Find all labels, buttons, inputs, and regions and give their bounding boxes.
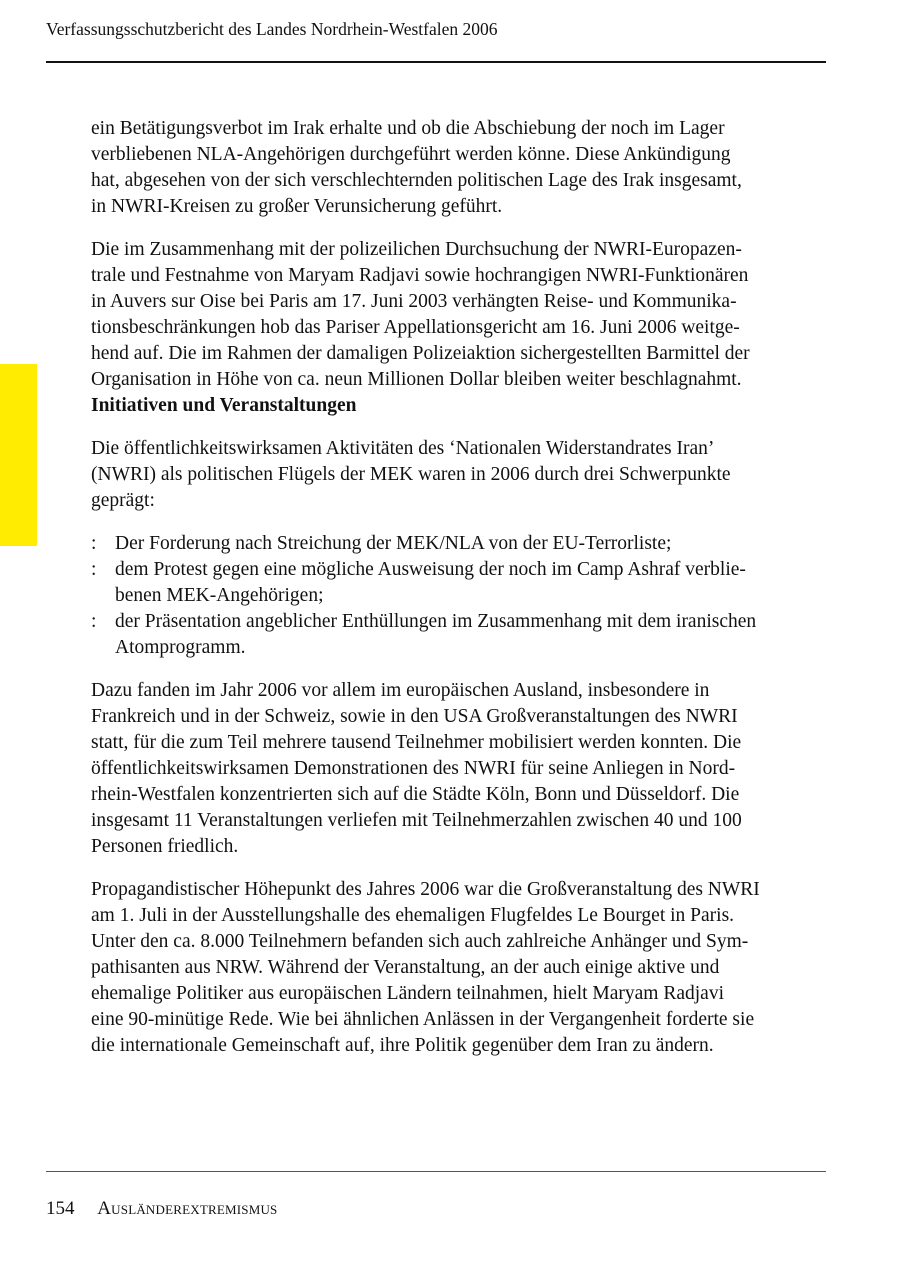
paragraph <box>91 237 831 393</box>
text-line: Die im Zusammenhang mit der polizeilichen Durchsuchung der NWRI-Europazen- <box>91 239 742 260</box>
text-line: Personen friedlich. <box>91 836 239 857</box>
bullet-marker: : <box>91 611 97 632</box>
text-line: die internationale Gemeinschaft auf, ihre Politik gegenüber dem Iran zu ändern. <box>91 1035 714 1056</box>
text-line: Die öffentlichkeitswirksamen Aktivitäten des ‘Nationalen Widerstandrates Iran’ <box>91 438 715 459</box>
text-line: benen MEK-Angehörigen; <box>115 585 324 606</box>
text-line: dem Protest gegen eine mögliche Ausweisung der noch im Camp Ashraf verblie- <box>115 559 746 580</box>
text-line: (NWRI) als politischen Flügels der MEK waren in 2006 durch drei Schwerpunkte <box>91 464 731 485</box>
text-line: ehemalige Politiker aus europäischen Ländern teilnahmen, hielt Maryam Radjavi <box>91 983 724 1004</box>
text-line: Frankreich und in der Schweiz, sowie in den USA Großveranstaltungen des NWRI <box>91 706 738 727</box>
bullet-list <box>91 531 831 661</box>
header-rule <box>46 61 826 63</box>
text-line: Propagandistischer Höhepunkt des Jahres 2006 war die Großveranstaltung des NWRI <box>91 879 760 900</box>
text-line: rhein-Westfalen konzentrierten sich auf die Städte Köln, Bonn und Düsseldorf. Die <box>91 784 740 805</box>
text-line: ein Betätigungsverbot im Irak erhalte und ob die Abschiebung der noch im Lager <box>91 118 725 139</box>
text-line: in NWRI-Kreisen zu großer Verunsicherung geführt. <box>91 196 503 217</box>
text-line: Atomprogramm. <box>115 637 246 658</box>
text-line: in Auvers sur Oise bei Paris am 17. Juni 2003 verhängten Reise- und Kommunika- <box>91 291 737 312</box>
list-item <box>91 531 831 557</box>
paragraph <box>91 877 831 1059</box>
text-line: Der Forderung nach Streichung der MEK/NLA von der EU-Terrorliste; <box>115 533 672 554</box>
text-line: am 1. Juli in der Ausstellungshalle des ehemaligen Flugfeldes Le Bourget in Paris. <box>91 905 735 926</box>
page-number: 154 <box>46 1198 75 1219</box>
text-line: hat, abgesehen von der sich verschlechternden politischen Lage des Irak insgesamt, <box>91 170 742 191</box>
list-item <box>91 557 831 609</box>
bullet-marker: : <box>91 559 97 580</box>
list-item <box>91 609 831 661</box>
paragraph <box>91 436 831 514</box>
text-line: der Präsentation angeblicher Enthüllungen im Zusammenhang mit dem iranischen <box>115 611 757 632</box>
text-line: verbliebenen NLA-Angehörigen durchgeführt werden könne. Diese Ankündigung <box>91 144 731 165</box>
text-line: hend auf. Die im Rahmen der damaligen Polizeiaktion sichergestellten Barmittel der <box>91 343 750 364</box>
yellow-margin-marker <box>0 364 37 546</box>
text-line: geprägt: <box>91 490 155 511</box>
text-line: trale und Festnahme von Maryam Radjavi sowie hochrangigen NWRI-Funktionären <box>91 265 749 286</box>
text-line: pathisanten aus NRW. Während der Veranstaltung, an der auch einige aktive und <box>91 957 720 978</box>
paragraph <box>91 678 831 860</box>
paragraph <box>91 116 831 220</box>
text-line: Dazu fanden im Jahr 2006 vor allem im europäischen Ausland, insbesondere in <box>91 680 710 701</box>
section-heading: Initiativen und Veranstaltungen <box>91 395 357 416</box>
page-footer <box>46 1197 277 1221</box>
text-line: öffentlichkeitswirksamen Demonstrationen des NWRI für seine Anliegen in Nord- <box>91 758 736 779</box>
text-line: insgesamt 11 Veranstaltungen verliefen mit Teilnehmerzahlen zwischen 40 und 100 <box>91 810 742 831</box>
text-line: Organisation in Höhe von ca. neun Millionen Dollar bleiben weiter beschlagnahmt. <box>91 369 742 390</box>
running-header: Verfassungsschutzbericht des Landes Nordrhein-Westfalen 2006 <box>46 19 498 39</box>
text-line: statt, für die zum Teil mehrere tausend Teilnehmer mobilisiert werden konnten. Die <box>91 732 742 753</box>
footer-rule <box>46 1171 826 1172</box>
text-line: eine 90-minütige Rede. Wie bei ähnlichen Anlässen in der Vergangenheit forderte sie <box>91 1009 755 1030</box>
bullet-marker: : <box>91 533 97 554</box>
section-name: Ausländerextremismus <box>97 1198 278 1219</box>
text-line: tionsbeschränkungen hob das Pariser Appellationsgericht am 16. Juni 2006 weitge- <box>91 317 740 338</box>
body-text <box>91 116 831 1059</box>
text-line: Unter den ca. 8.000 Teilnehmern befanden sich auch zahlreiche Anhänger und Sym- <box>91 931 749 952</box>
